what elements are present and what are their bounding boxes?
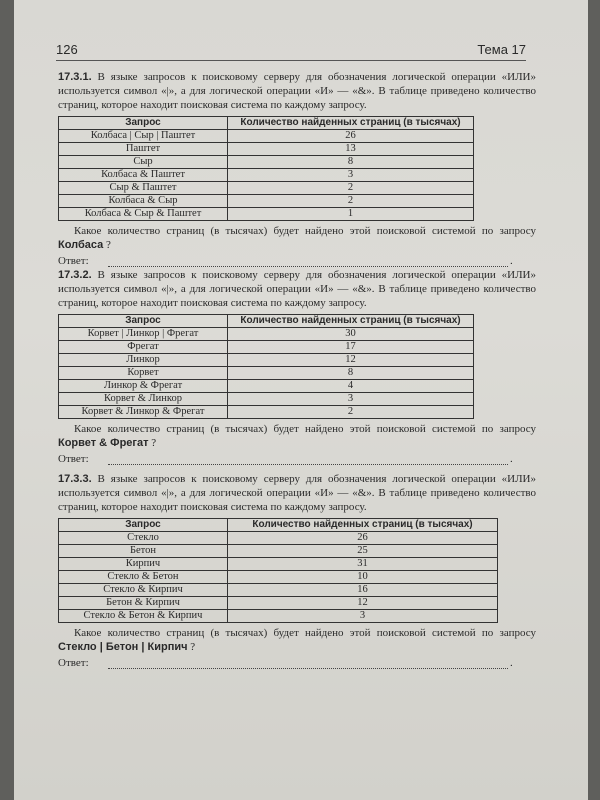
answer-blank bbox=[108, 668, 508, 669]
page-number: 126 bbox=[56, 42, 78, 57]
table-row: Линкор 12 bbox=[59, 354, 474, 367]
task-number: 17.3.1. bbox=[58, 71, 92, 83]
table-row: Колбаса & Сыр & Паштет 1 bbox=[59, 208, 474, 221]
column-count: Количество найденных страниц (в тысячах) bbox=[228, 117, 474, 130]
table-header-row bbox=[59, 315, 474, 328]
results-table bbox=[58, 116, 474, 221]
table-header-row bbox=[59, 117, 474, 130]
table-row: Корвет & Линкор & Фрегат 2 bbox=[59, 406, 474, 419]
task-17-3-2 bbox=[58, 268, 536, 467]
question-query: Корвет & Фрегат bbox=[58, 437, 149, 449]
question-query: Стекло | Бетон | Кирпич bbox=[58, 641, 188, 653]
textbook-page bbox=[14, 0, 588, 800]
page-header bbox=[56, 40, 526, 61]
table-row: Стекло & Кирпич 16 bbox=[59, 584, 498, 597]
task-intro: 17.3.2. В языке запросов к поисковому серверу для обозначения логической операции «ИЛИ» используется символ «|», а для логической операции «И» — «&». В таблице приведено количество страниц, которое находит поисковая система по каждому запросу. bbox=[58, 269, 536, 309]
table-row: Бетон & Кирпич 12 bbox=[59, 597, 498, 610]
answer-label: Ответ: bbox=[58, 255, 89, 267]
task-17-3-3 bbox=[58, 472, 536, 671]
table-row: Колбаса & Паштет 3 bbox=[59, 169, 474, 182]
table-row: Стекло & Бетон 10 bbox=[59, 571, 498, 584]
answer-label: Ответ: bbox=[58, 453, 89, 465]
table-row: Паштет 13 bbox=[59, 143, 474, 156]
task-intro: 17.3.3. В языке запросов к поисковому серверу для обозначения логической операции «ИЛИ» используется символ «|», а для логической операции «И» — «&». В таблице приведено количество страниц, которое находит поисковая система по каждому запросу. bbox=[58, 473, 536, 513]
table-row: Корвет & Линкор 3 bbox=[59, 393, 474, 406]
results-table bbox=[58, 518, 498, 623]
column-query: Запрос bbox=[59, 117, 228, 130]
table-row: Сыр & Паштет 2 bbox=[59, 182, 474, 195]
question-query: Колбаса bbox=[58, 239, 104, 251]
table-row: Колбаса & Сыр 2 bbox=[59, 195, 474, 208]
task-number: 17.3.2. bbox=[58, 269, 92, 281]
table-row: Корвет 8 bbox=[59, 367, 474, 380]
column-count: Количество найденных страниц (в тысячах) bbox=[228, 519, 498, 532]
answer-line: Ответ: . bbox=[58, 255, 513, 267]
topic-title: Тема 17 bbox=[477, 42, 526, 57]
table-header-row bbox=[59, 519, 498, 532]
table-row: Бетон 25 bbox=[59, 545, 498, 558]
task-17-3-1 bbox=[58, 70, 536, 269]
table-row: Колбаса | Сыр | Паштет 26 bbox=[59, 130, 474, 143]
answer-blank bbox=[108, 464, 508, 465]
table-row: Сыр 8 bbox=[59, 156, 474, 169]
table-row: Линкор & Фрегат 4 bbox=[59, 380, 474, 393]
answer-line: Ответ: . bbox=[58, 453, 513, 465]
column-query: Запрос bbox=[59, 315, 228, 328]
answer-label: Ответ: bbox=[58, 657, 89, 669]
table-row: Корвет | Линкор | Фрегат 30 bbox=[59, 328, 474, 341]
answer-line: Ответ: . bbox=[58, 657, 513, 669]
task-intro: 17.3.1. В языке запросов к поисковому серверу для обозначения логической операции «ИЛИ» используется символ «|», а для логической операции «И» — «&». В таблице приведено количество страниц, которое находит поисковая система по каждому запросу. bbox=[58, 71, 536, 111]
answer-blank bbox=[108, 266, 508, 267]
task-question: Какое количество страниц (в тысячах) будет найдено этой поисковой системой по запросу Корвет & Фрегат ? bbox=[58, 423, 536, 449]
column-count: Количество найденных страниц (в тысячах) bbox=[228, 315, 474, 328]
table-row: Фрегат 17 bbox=[59, 341, 474, 354]
task-number: 17.3.3. bbox=[58, 473, 92, 485]
table-row: Стекло & Бетон & Кирпич 3 bbox=[59, 610, 498, 623]
task-question: Какое количество страниц (в тысячах) будет найдено этой поисковой системой по запросу Стекло | Бетон | Кирпич ? bbox=[58, 627, 536, 653]
table-row: Кирпич 31 bbox=[59, 558, 498, 571]
column-query: Запрос bbox=[59, 519, 228, 532]
task-question: Какое количество страниц (в тысячах) будет найдено этой поисковой системой по запросу Колбаса ? bbox=[58, 225, 536, 251]
results-table bbox=[58, 314, 474, 419]
table-row: Стекло 26 bbox=[59, 532, 498, 545]
